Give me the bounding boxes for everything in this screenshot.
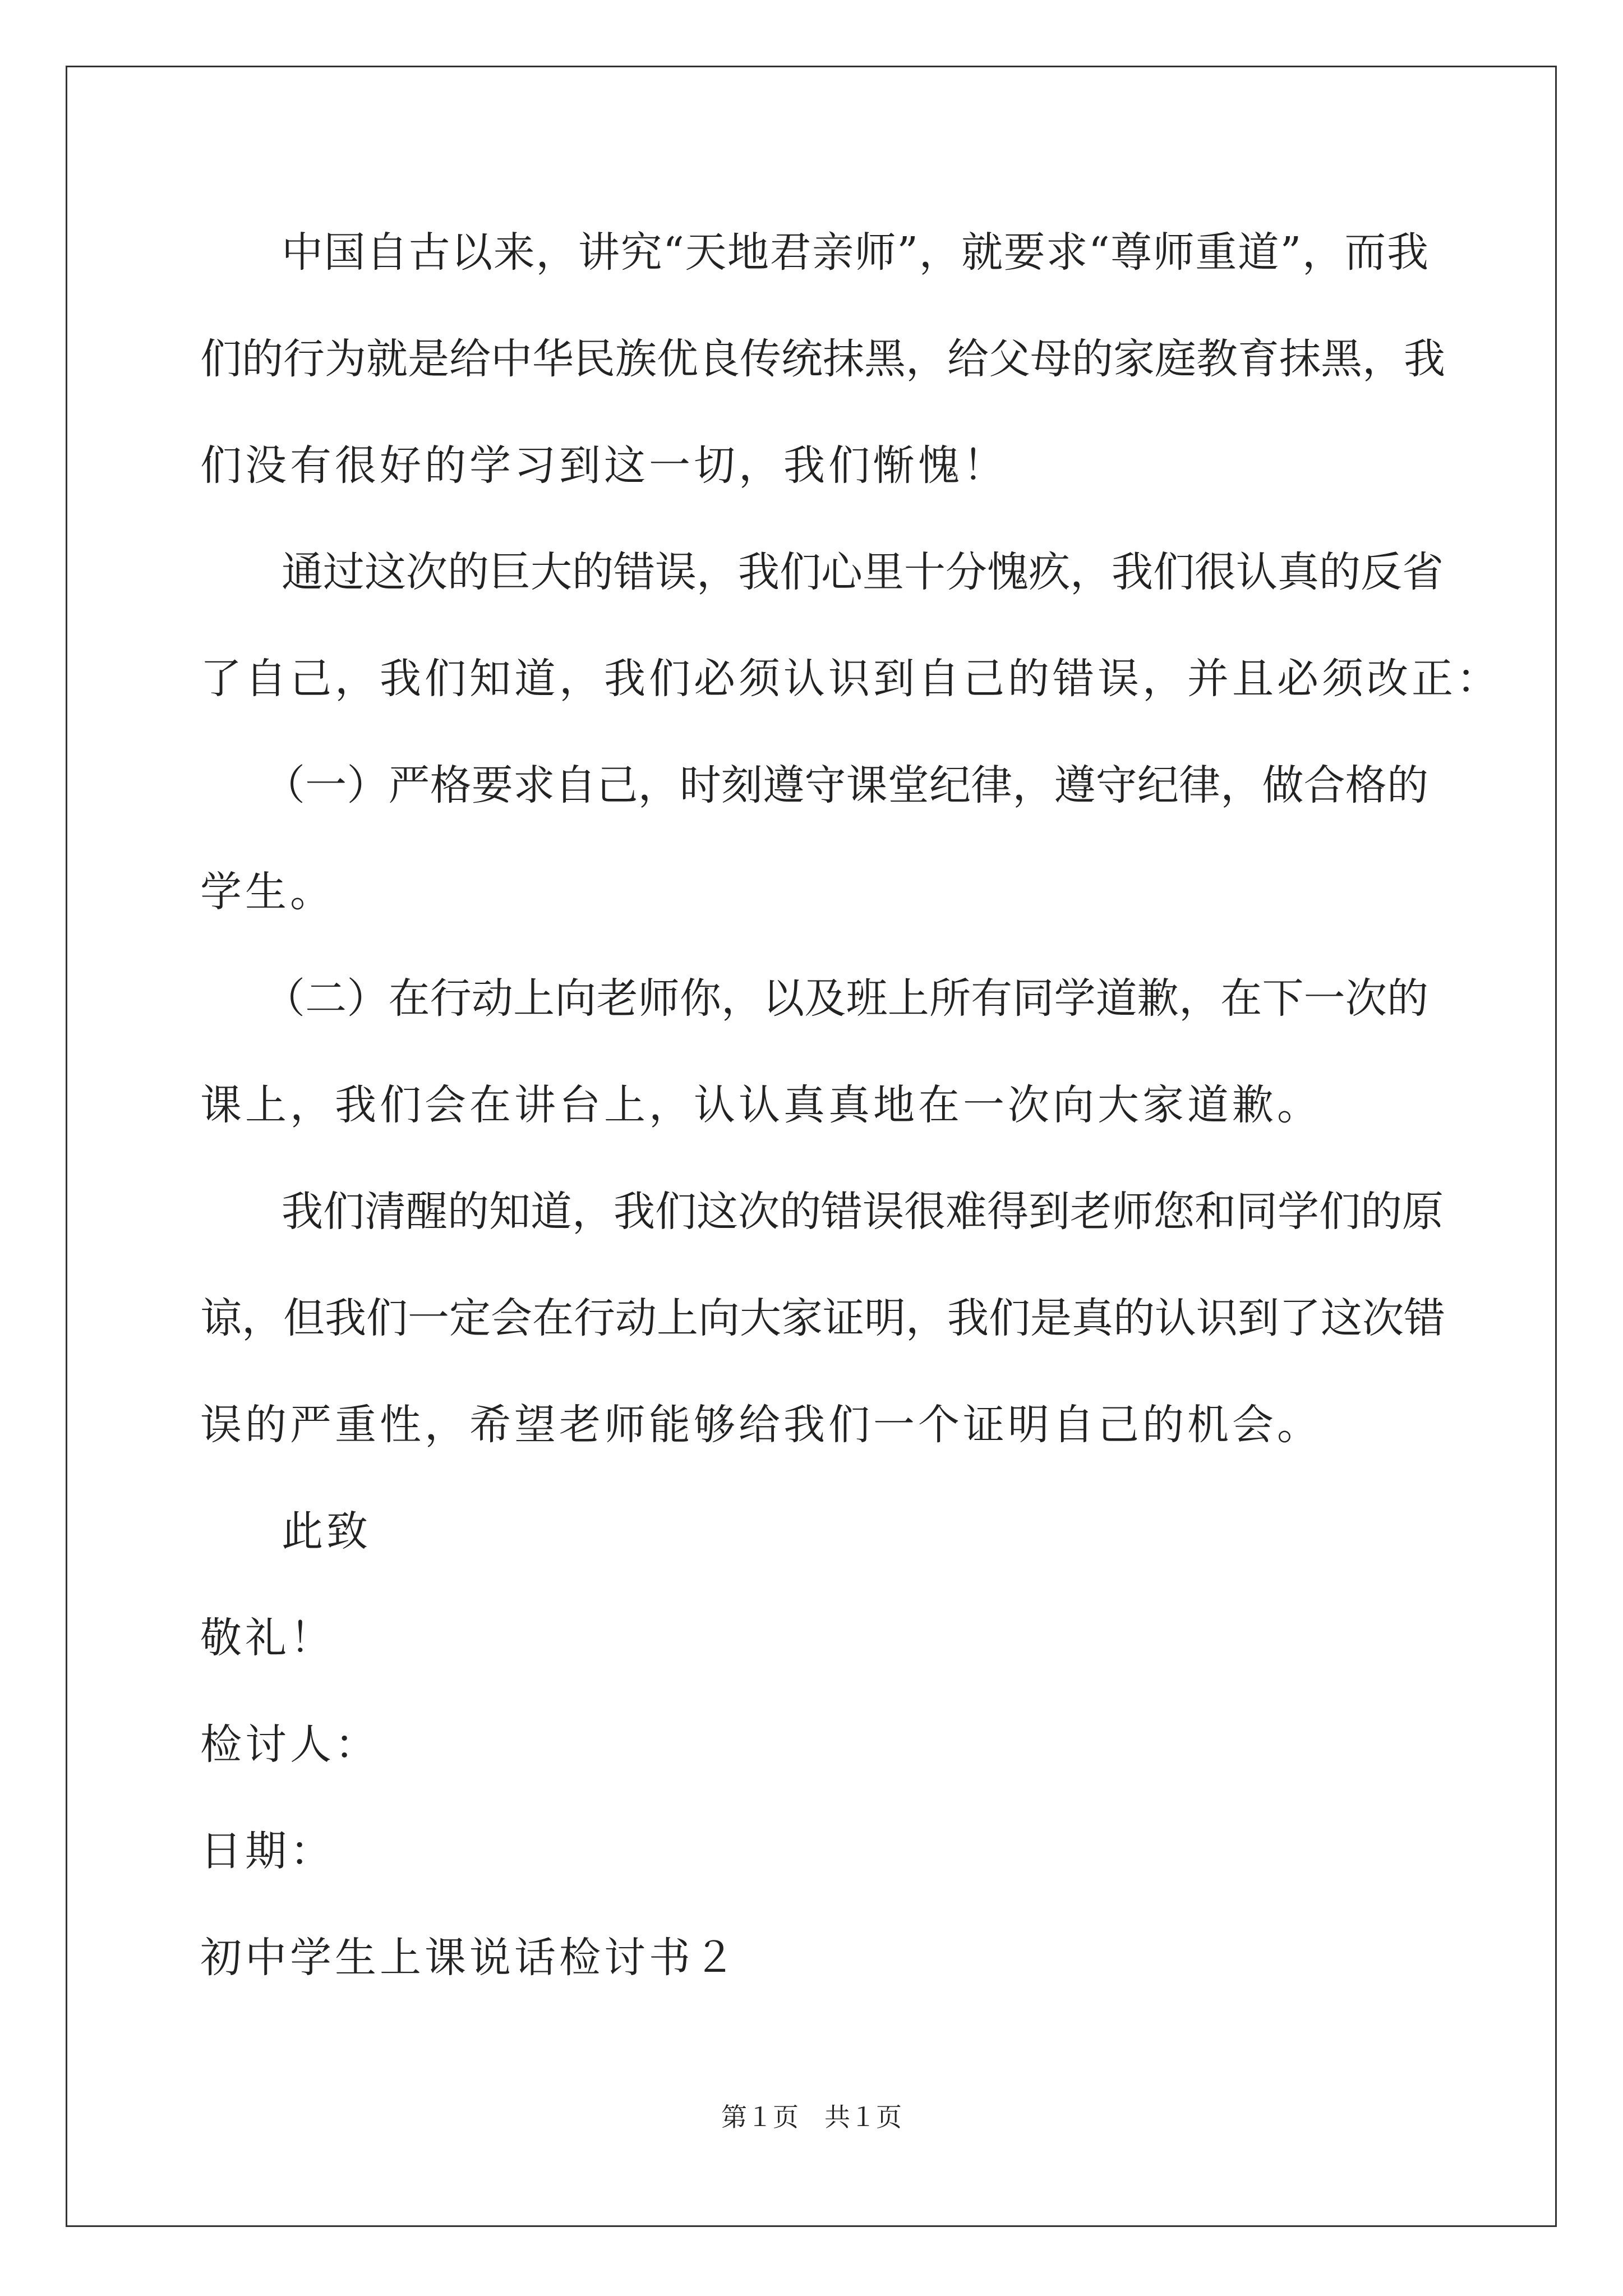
body-paragraph-line: 谅，但我们一定会在行动上向大家证明，我们是真的认识到了这次错 [200, 1294, 1445, 1342]
body-paragraph-line: 了自己，我们知道，我们必须认识到自己的错误，并且必须改正： [200, 655, 1501, 703]
next-document-title: 初中学生上课说话检讨书２ [200, 1934, 739, 1982]
body-paragraph-line: 们没有很好的学习到这一切，我们惭愧！ [200, 441, 1008, 490]
body-paragraph-line: 误的严重性，希望老师能够给我们一个证明自己的机会。 [200, 1401, 1322, 1449]
list-item-line: 课上，我们会在讲台上，认认真真地在一次向大家道歉。 [200, 1081, 1322, 1129]
signature-label: 检讨人： [200, 1720, 380, 1769]
page-number-footer: 第１页 共１页 [721, 2103, 902, 2132]
date-label: 日期： [200, 1827, 335, 1875]
list-item-line: （二）在行动上向老师你，以及班上所有同学道歉，在下一次的 [264, 974, 1428, 1023]
body-paragraph-line: 通过这次的巨大的错误，我们心里十分愧疚，我们很认真的反省 [282, 548, 1444, 596]
closing-regards: 敬礼！ [200, 1614, 335, 1662]
list-item-line: 学生。 [200, 868, 335, 916]
body-paragraph-line: 们的行为就是给中华民族优良传统抹黑，给父母的家庭教育抹黑，我 [200, 335, 1445, 383]
list-item-line: （一）严格要求自己，时刻遵守课堂纪律，遵守纪律，做合格的 [264, 761, 1428, 809]
body-paragraph-line: 中国自古以来，讲究“天地君亲师”，就要求“尊师重道”，而我 [282, 228, 1428, 277]
body-paragraph-line: 我们清醒的知道，我们这次的错误很难得到老师您和同学们的原 [282, 1188, 1444, 1236]
page-border [66, 66, 1557, 2227]
closing-salutation: 此致 [282, 1507, 371, 1556]
